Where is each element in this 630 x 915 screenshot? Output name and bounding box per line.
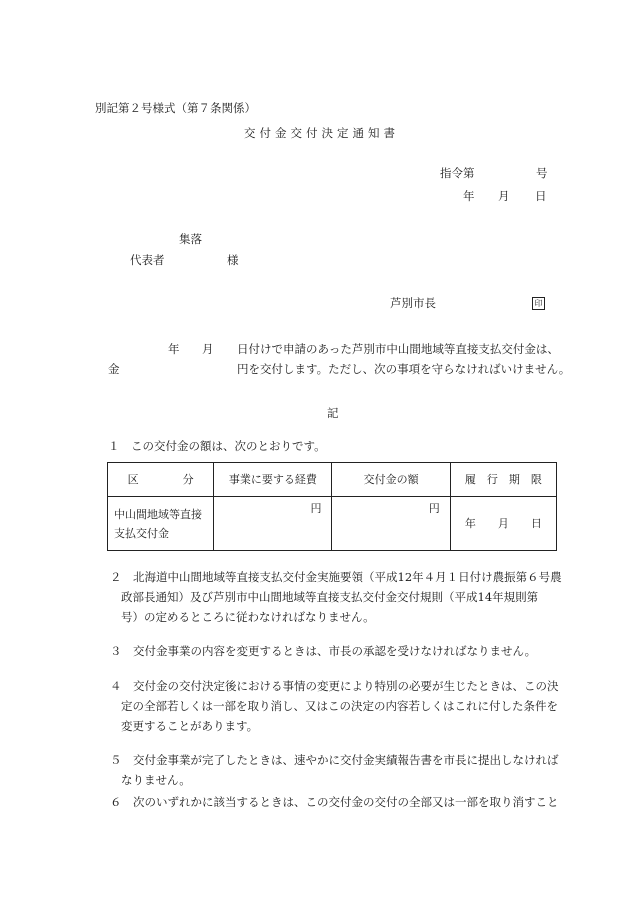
table-row-label xyxy=(108,497,214,551)
body-amount-prefix: 金 xyxy=(108,362,120,376)
item-4-line3: 変更することがあります。 xyxy=(121,719,259,733)
date-year: 年 xyxy=(463,189,475,203)
sender-name: 芦別市長 xyxy=(390,296,436,310)
due-day: 日 xyxy=(530,517,542,530)
document-title: 交付金交付決定通知書 xyxy=(244,126,399,140)
item-1: １ この交付金の額は、次のとおりです。 xyxy=(108,439,326,453)
body-line1: 日付けで申請のあった芦別市中山間地域等直接支払交付金は、 xyxy=(237,342,559,356)
amount-cell xyxy=(332,497,450,551)
item-2-line1: ２ 北海道中山間地域等直接支払交付金実施要領（平成12年４月１日付け農振第６号農 xyxy=(110,570,562,584)
item-4-line2: 定の全部若しくは一部を取り消し、又はこの決定の内容若しくはこれに付した条件を xyxy=(121,699,558,713)
item-2-line3: 号）の定めるところに従わなければなりません。 xyxy=(121,610,375,624)
amount-table xyxy=(107,462,557,551)
body-year: 年 xyxy=(168,342,180,356)
table-header-amount: 交付金の額 xyxy=(332,463,450,497)
table-header-category: 区 分 xyxy=(108,463,214,497)
table-row xyxy=(108,497,557,551)
date-day: 日 xyxy=(535,189,547,203)
item-3: ３ 交付金事業の内容を変更するときは、市長の承認を受けなければなりません。 xyxy=(110,644,537,658)
table-header-row xyxy=(108,463,557,497)
row-label-line1: 中山間地域等直接 xyxy=(114,507,202,521)
cost-yen-unit: 円 xyxy=(310,502,322,515)
deadline-cell xyxy=(450,497,556,551)
item-5-line1: ５ 交付金事業が完了したときは、速やかに交付金実績報告書を市長に提出しなければ xyxy=(110,753,559,767)
honorific: 様 xyxy=(227,253,239,267)
body-line2: 円を交付します。ただし、次の事項を守らなければいけません。 xyxy=(237,362,571,376)
item-6-line1: ６ 次のいずれかに該当するときは、この交付金の交付の全部又は一部を取り消すこと xyxy=(110,795,559,809)
table-header-deadline: 履 行 期 限 xyxy=(450,463,556,497)
body-month: 月 xyxy=(202,342,214,356)
item-4-line1: ４ 交付金の交付決定後における事情の変更により特別の必要が生じたときは、この決 xyxy=(110,679,559,693)
village-label: 集落 xyxy=(179,232,202,246)
amount-yen-unit: 円 xyxy=(428,502,440,515)
form-label: 別記第２号様式（第７条関係） xyxy=(95,101,256,115)
row-label-line2: 支払交付金 xyxy=(114,526,169,540)
date-month: 月 xyxy=(498,189,510,203)
item-2-line2: 政部長通知）及び芦別市中山間地域等直接支払交付金交付規則（平成14年規則第 xyxy=(121,590,539,604)
due-month: 月 xyxy=(497,517,509,530)
seal-stamp: 印 xyxy=(532,297,545,310)
ref-suffix: 号 xyxy=(536,166,548,180)
ref-prefix: 指令第 xyxy=(440,166,475,180)
item-5-line2: なりません。 xyxy=(121,773,191,787)
due-year: 年 xyxy=(464,517,476,530)
cost-cell xyxy=(214,497,332,551)
table-header-cost: 事業に要する経費 xyxy=(214,463,332,497)
representative-label: 代表者 xyxy=(130,253,165,267)
ki-heading: 記 xyxy=(327,406,339,420)
